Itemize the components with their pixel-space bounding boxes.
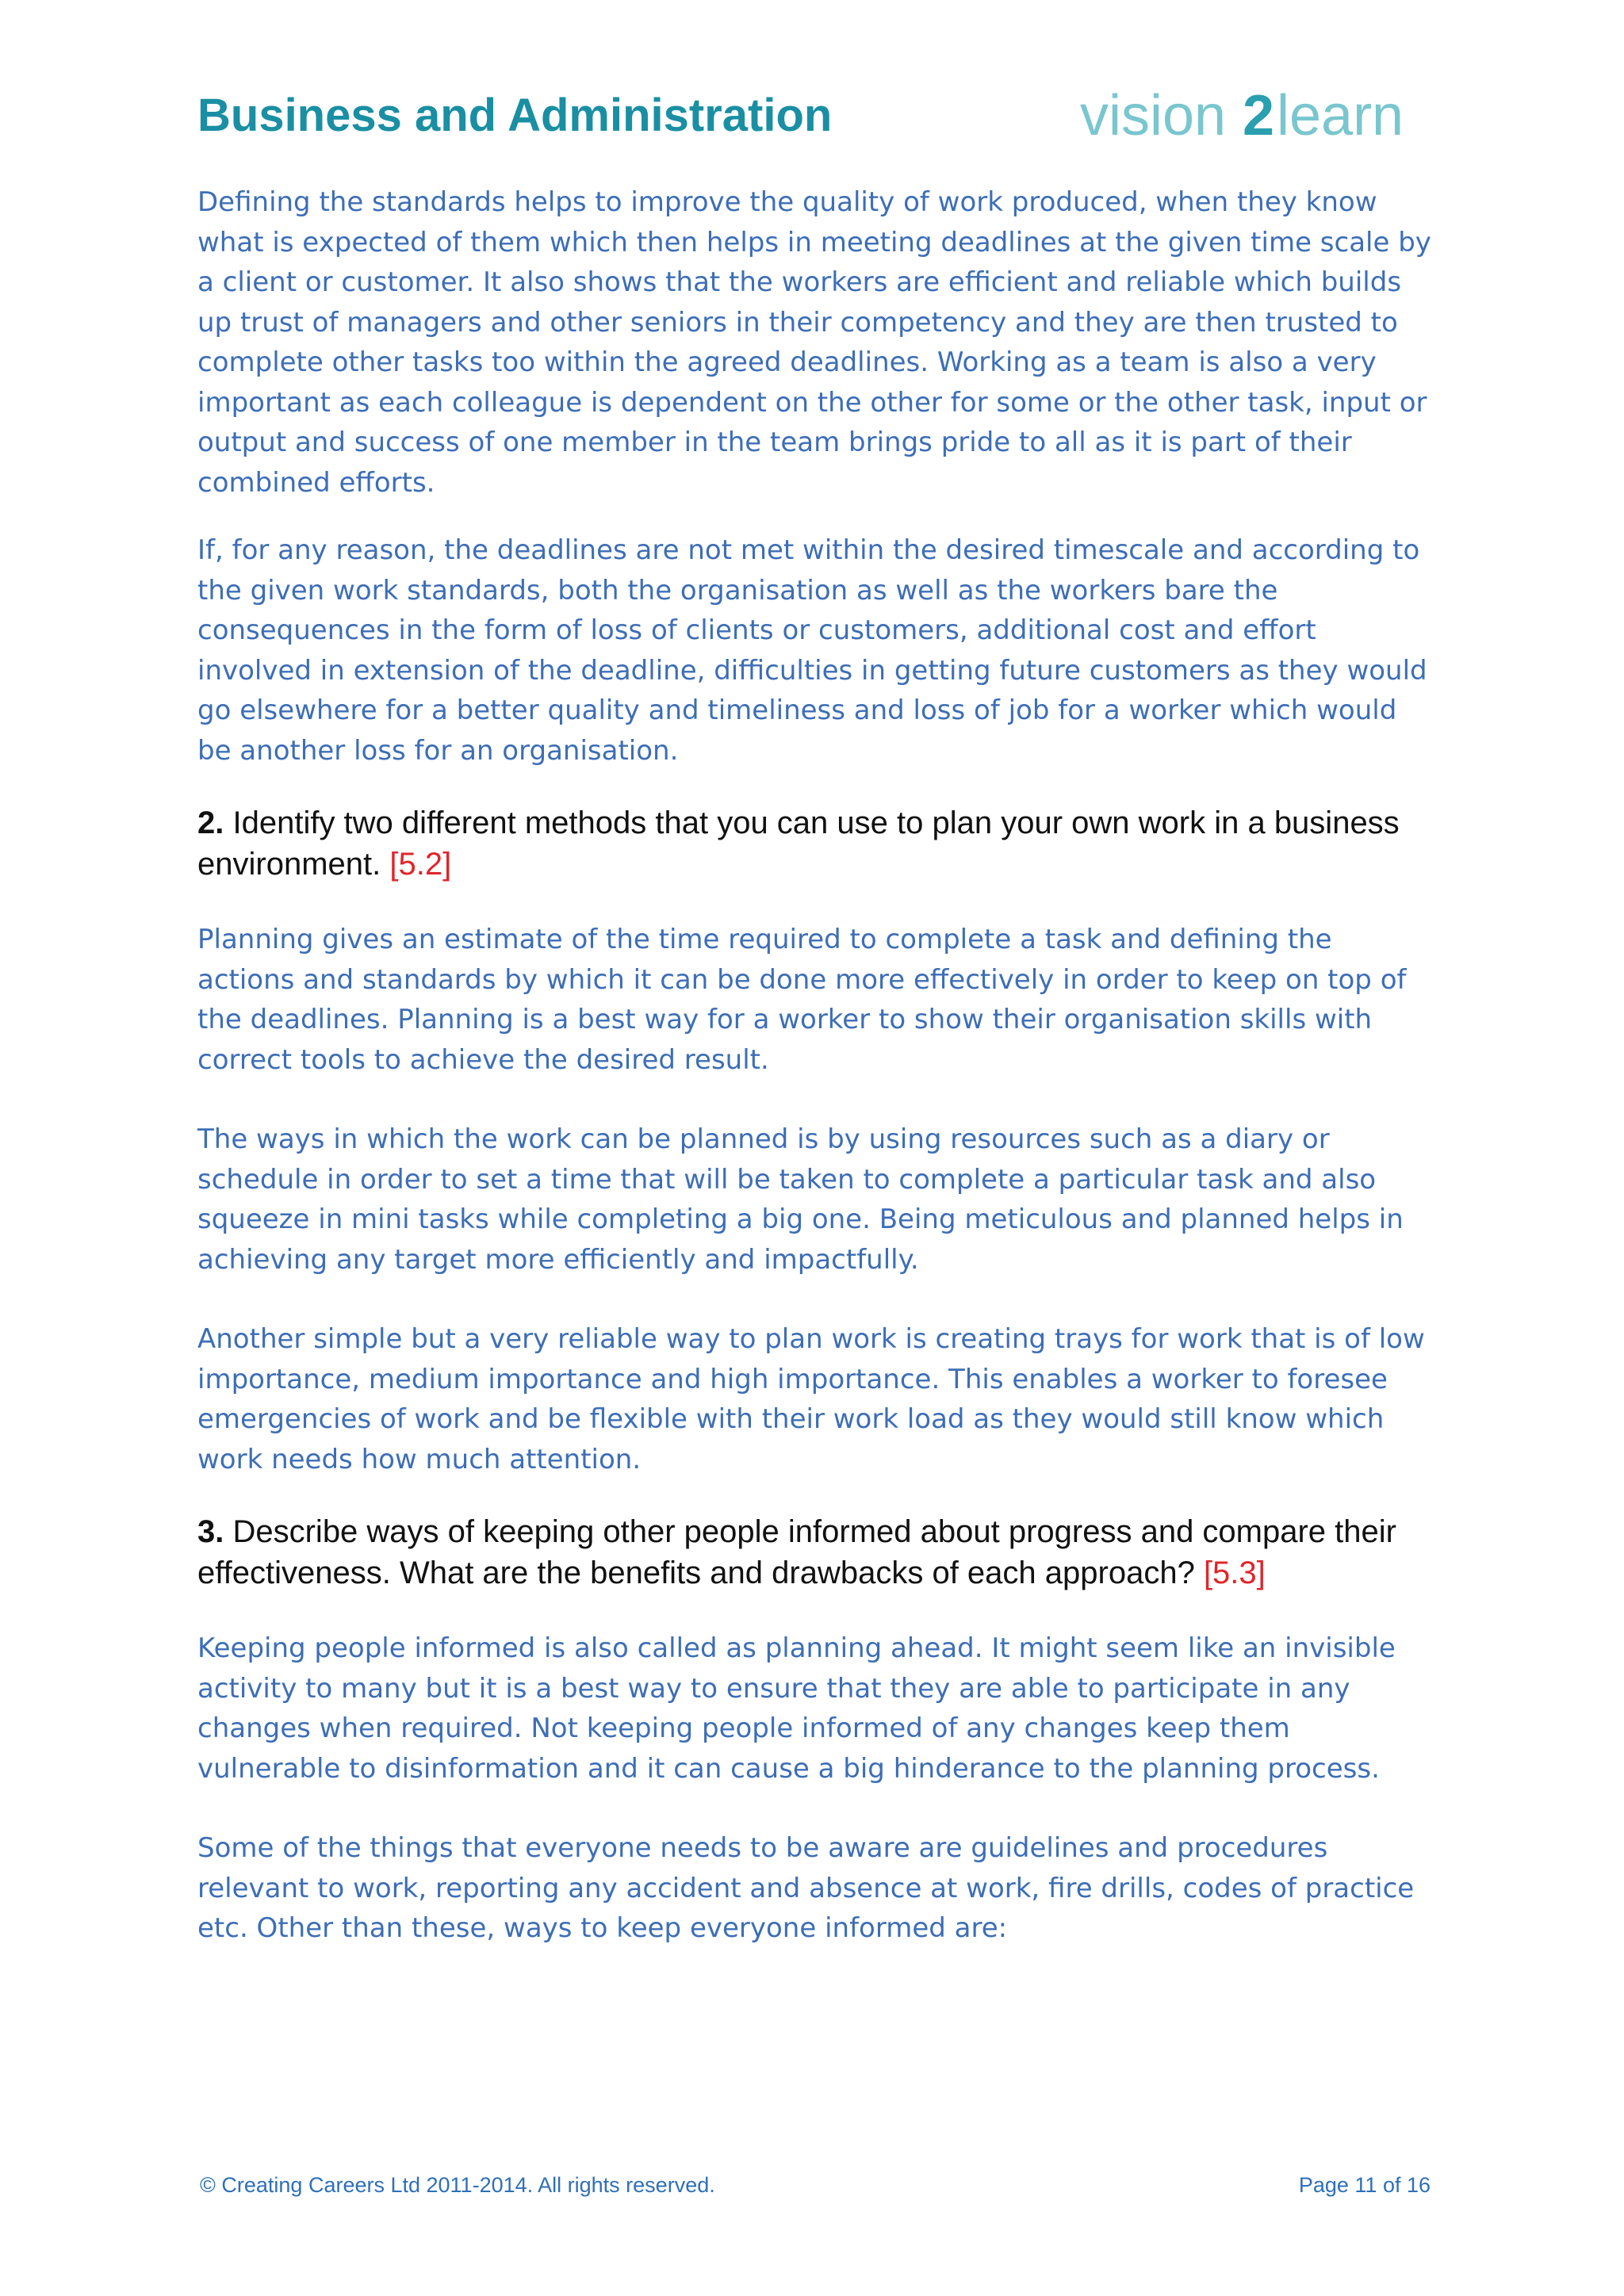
footer-copyright: © Creating Careers Ltd 2011-2014. All rights reserved. [200, 2173, 715, 2197]
vision2learn-logo [1080, 79, 1421, 151]
logo-text-2: 2 [1243, 84, 1275, 147]
criteria-reference: [5.2] [389, 847, 452, 882]
answer-paragraph: The ways in which the work can be planned is by using resources such as a diary or schedule in order to set a time that will be taken to complete a particular task and also squeeze in mini tasks while completing a big one. Being meticulous and planned helps in achieving any target more efficiently and impactfully. [197, 1123, 1404, 1276]
answer-paragraph: Another simple but a very reliable way to plan work is creating trays for work that is of low importance, medium importance and high importance. This enables a worker to foresee emergencies of work and be flexible with their work load as they would still know which work needs how much attention. [197, 1323, 1425, 1475]
answer-paragraph: Planning gives an estimate of the time required to complete a task and defining the actions and standards by which it can be done more effectively in order to keep on top of the deadlines. Planning is a best way for a worker to show their organisation skills with correct tools to achieve the desired result. [197, 924, 1407, 1076]
question-3 [197, 1511, 1434, 1594]
logo-text-vision: vision [1080, 84, 1227, 147]
footer-page-number: Page 11 of 16 [1298, 2173, 1431, 2197]
answer-paragraph: Keeping people informed is also called as planning ahead. It might seem like an invisible activity to many but it is a best way to ensure that they are able to participate in any changes when required. Not keeping people informed of any changes keep them vulnerable to disinformation and it can cause a big hinderance to the planning process. [197, 1632, 1396, 1785]
logo-text-learn: learn [1277, 84, 1404, 147]
question-2 [197, 802, 1434, 885]
answer-paragraph: Some of the things that everyone needs to be aware are guidelines and procedures relevant to work, reporting any accident and absence at work, fire drills, codes of practice etc. Other than these, ways to keep everyone informed are: [197, 1832, 1415, 1944]
answer-paragraph: Defining the standards helps to improve the quality of work produced, when they know what is expected of them which then helps in meeting deadlines at the given time scale by a client or customer. It also shows that the workers are efficient and reliable which builds up trust of managers and other seniors in their competency and they are then trusted to complete other tasks too within the agreed deadlines. Working as a team is also a very important as each colleague is dependent on the other for some or the other task, input or output and success of one member in the team brings pride to all as it is part of their combined efforts. [197, 186, 1431, 499]
question-text: Identify two different methods that you can use to plan your own work in a business environment. [197, 806, 1400, 882]
page-title: Business and Administration [197, 90, 833, 141]
criteria-reference: [5.3] [1203, 1556, 1266, 1590]
question-text: Describe ways of keeping other people informed about progress and compare their effectiveness. What are the benefits and drawbacks of each approach? [197, 1514, 1396, 1590]
document-body [197, 182, 1434, 1949]
answer-paragraph: If, for any reason, the deadlines are not met within the desired timescale and according to the given work standards, both the organisation as well as the workers bare the consequences in the form of loss of clients or customers, additional cost and effort involved in extension of the deadline, difficulties in getting future customers as they would go elsewhere for a better quality and timeliness and loss of job for a worker which would be another loss for an organisation. [197, 534, 1427, 767]
question-number: 3. [197, 1514, 224, 1549]
question-number: 2. [197, 806, 224, 840]
